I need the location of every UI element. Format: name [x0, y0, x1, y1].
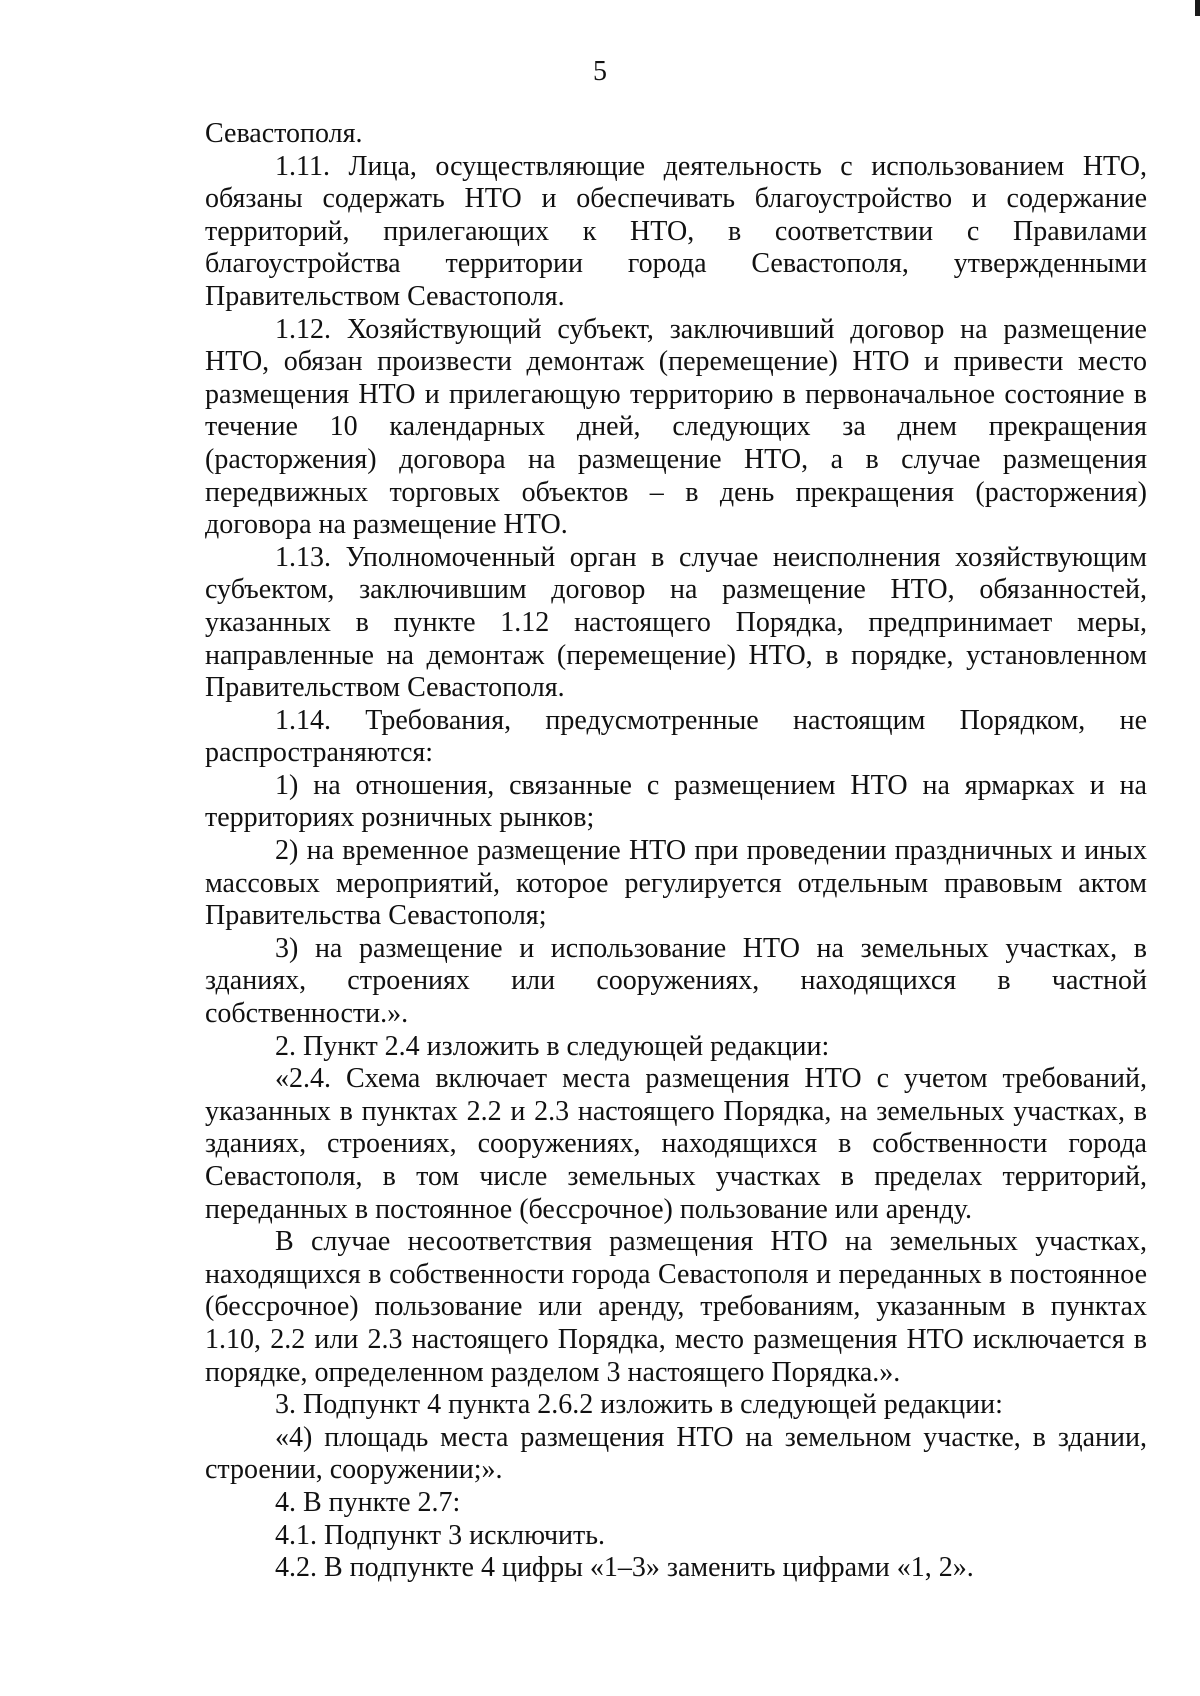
paragraph-item-2: 2. Пункт 2.4 изложить в следующей редакции: — [275, 1030, 830, 1062]
list-item-2: 2) на временное размещение НТО при проведении праздничных и иных массовых мероприятий, которое регулируется отдельным правовым актом Правительства Севастополя; — [205, 835, 1147, 932]
paragraph-1-11: 1.11. Лица, осуществляющие деятельность с использованием НТО, обязаны содержать НТО и обеспечивать благоустройство и содержание территорий, прилегающих к НТО, в соответствии с Правилами благоустройства территории города Севастополя, утвержденными Правительством Севастополя. — [205, 150, 1147, 312]
paragraph-continuation: Севастополя. — [205, 118, 363, 149]
paragraph-subitem-4: «4) площадь места размещения НТО на земельном участке, в здании, строении, сооружении;». — [205, 1421, 1147, 1486]
paragraph-1-14: 1.14. Требования, предусмотренные настоящим Порядком, не распространяются: — [205, 704, 1147, 769]
document-body — [205, 118, 1147, 1585]
page-number: 5 — [593, 56, 607, 87]
paragraph-1-12: 1.12. Хозяйствующий субъект, заключивший договор на размещение НТО, обязан произвести демонтаж (перемещение) НТО и привести место размещения НТО и прилегающую территорию в первоначальное состояние в течение 10 календарных дней, следующих за днем прекращения (расторжения) договора на размещение НТО, а в случае размещения передвижных торговых объектов – в день прекращения (расторжения) договора на размещение НТО. — [205, 313, 1147, 541]
paragraph-4-2: 4.2. В подпункте 4 цифры «1–3» заменить цифрами «1, 2». — [275, 1552, 974, 1584]
paragraph-1-13: 1.13. Уполномоченный орган в случае неисполнения хозяйствующим субъектом, заключившим договор на размещение НТО, обязанностей, указанных в пункте 1.12 настоящего Порядка, предпринимает меры, направленные на демонтаж (перемещение) НТО, в порядке, установленном Правительством Севастополя. — [205, 541, 1147, 704]
scan-edge-mark — [1195, 0, 1200, 16]
paragraph-2-4-continued: В случае несоответствия размещения НТО на земельных участках, находящихся в собственности города Севастополя и переданных в постоянное (бессрочное) пользование или аренду, требованиям, указанным в пунктах 1.10, 2.2 или 2.3 настоящего Порядка, место размещения НТО исключается в порядке, определенном разделом 3 настоящего Порядка.». — [205, 1226, 1147, 1388]
list-item-3: 3) на размещение и использование НТО на земельных участках, в зданиях, строениях или сооружениях, находящихся в частной собственности.». — [205, 932, 1147, 1030]
paragraph-2-4: «2.4. Схема включает места размещения НТО с учетом требований, указанных в пунктах 2.2 и 2.3 настоящего Порядка, на земельных участках, в зданиях, строениях, сооружениях, находящихся в собственности города Севастополя, в том числе земельных участках в пределах территорий, переданных в постоянное (бессрочное) пользование или аренду. — [205, 1063, 1147, 1225]
paragraph-4-1: 4.1. Подпункт 3 исключить. — [275, 1519, 606, 1551]
list-item-1: 1) на отношения, связанные с размещением НТО на ярмарках и на территориях розничных рынков; — [205, 769, 1147, 834]
paragraph-item-3: 3. Подпункт 4 пункта 2.6.2 изложить в следующей редакции: — [275, 1389, 1003, 1421]
paragraph-item-4: 4. В пункте 2.7: — [275, 1486, 461, 1518]
